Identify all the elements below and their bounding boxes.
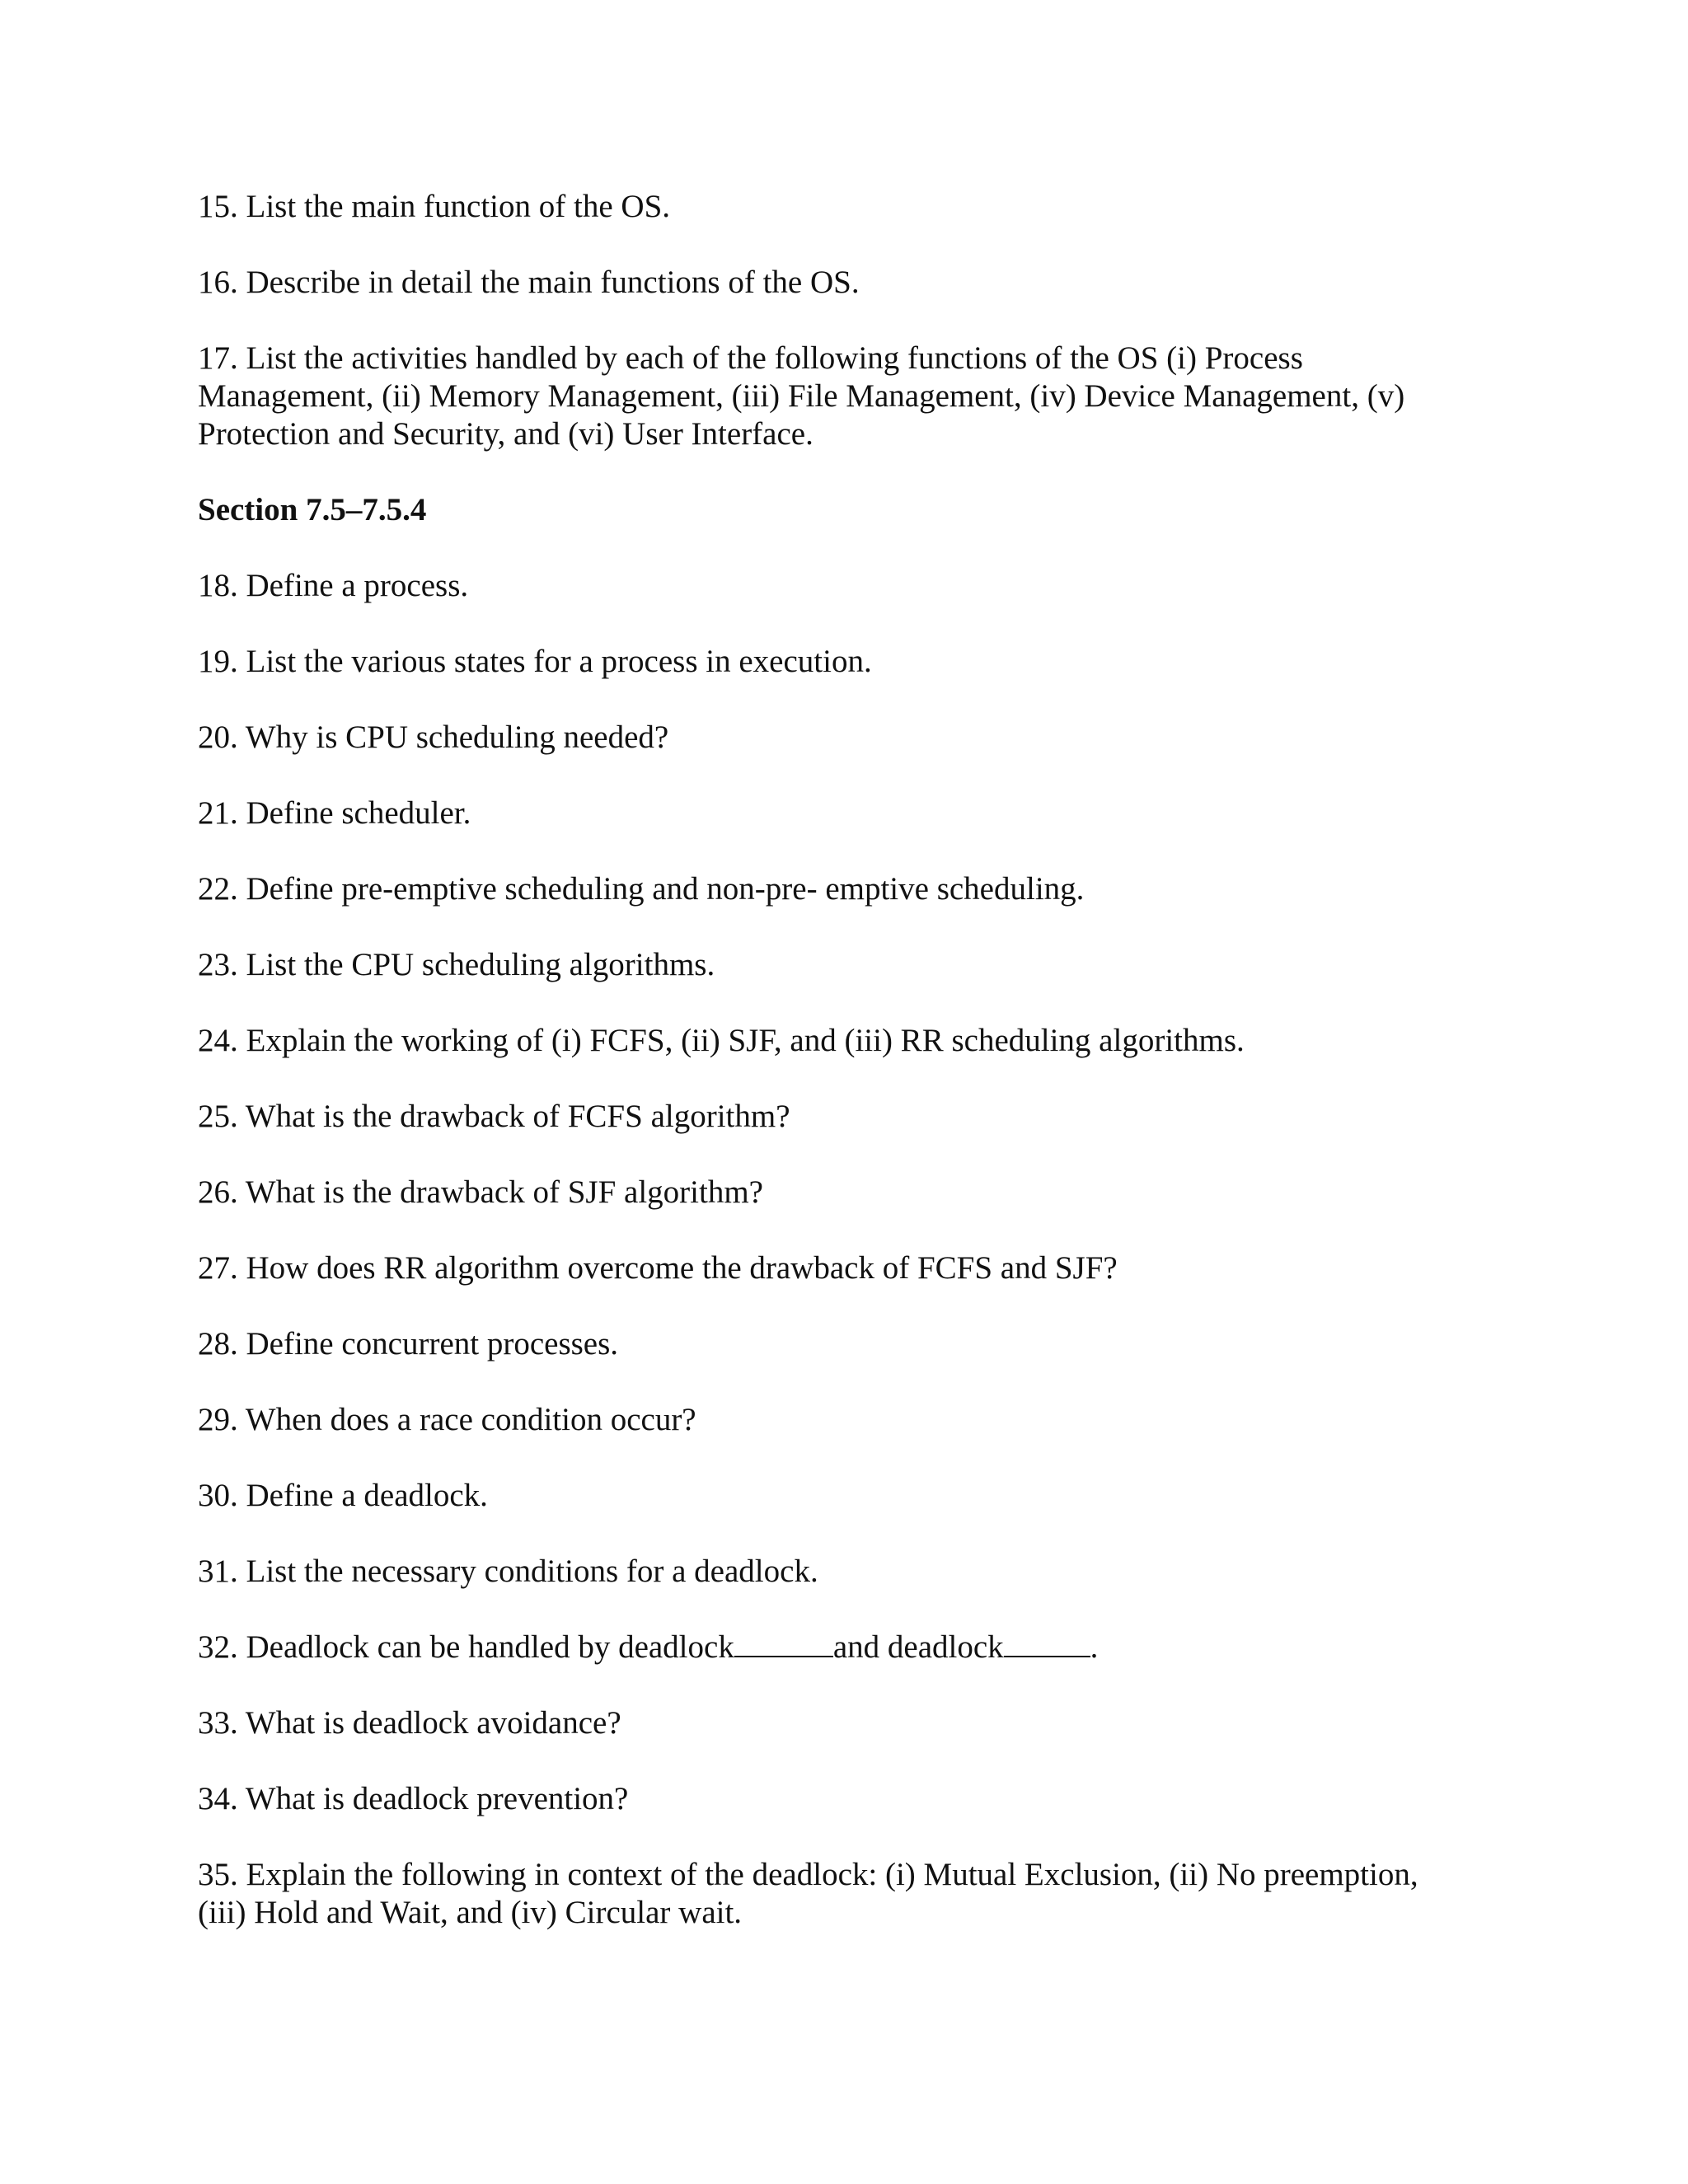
question-number: 25. [198,1099,238,1134]
question-34 [198,1780,1484,1818]
question-text: Define a deadlock. [246,1478,488,1513]
question-20 [198,719,1484,757]
question-text: List the CPU scheduling algorithms. [246,947,715,982]
fill-in-blank [1004,1631,1090,1657]
question-31 [198,1553,1484,1591]
question-35-line-1: 35. Explain the following in context of the deadlock: (i) Mutual Exclusion, (ii) No preemption, [198,1857,1418,1892]
question-number: 23. [198,947,238,982]
question-number: 24. [198,1023,238,1058]
question-number: 30. [198,1478,238,1513]
question-text: Define scheduler. [246,795,471,831]
question-text: Define pre-emptive scheduling and non-pre- emptive scheduling. [246,871,1085,907]
question-30 [198,1477,1484,1515]
question-17-line-2: Management, (ii) Memory Management, (iii) File Management, (iv) Device Management, (v) [198,378,1405,414]
question-number: 18. [198,568,238,603]
question-35-line-2: (iii) Hold and Wait, and (iv) Circular wait. [198,1895,743,1930]
question-text: Why is CPU scheduling needed? [245,719,669,755]
question-number: 22. [198,871,238,907]
question-25 [198,1098,1484,1136]
question-32 [198,1629,1484,1666]
question-27 [198,1249,1484,1287]
question-text: What is the drawback of SJF algorithm? [245,1174,763,1210]
question-number: 15. [198,189,238,224]
question-text: What is deadlock prevention? [245,1781,629,1816]
question-number: 33. [198,1705,238,1741]
question-text: List the various states for a process in execution. [246,644,872,679]
question-17 [198,340,1484,453]
question-26 [198,1174,1484,1212]
question-text: When does a race condition occur? [245,1402,696,1437]
question-text: List the necessary conditions for a deadlock. [246,1554,818,1589]
question-32-part-1: 32. Deadlock can be handled by deadlock [198,1629,734,1665]
question-number: 27. [198,1250,238,1286]
question-number: 29. [198,1402,238,1437]
question-32-part-3: . [1090,1629,1099,1665]
question-text: What is deadlock avoidance? [245,1705,621,1741]
question-number: 21. [198,795,238,831]
question-text: Define a process. [246,568,469,603]
question-16 [198,264,1484,302]
question-15 [198,188,1484,226]
question-list [198,188,1484,1970]
question-32-part-2: and deadlock [832,1629,1004,1665]
question-text: How does RR algorithm overcome the drawback of FCFS and SJF? [246,1250,1118,1286]
question-number: 19. [198,644,238,679]
question-21 [198,794,1484,832]
question-28 [198,1325,1484,1363]
question-22 [198,870,1484,908]
question-18 [198,567,1484,605]
question-number: 34. [198,1781,238,1816]
question-text: What is the drawback of FCFS algorithm? [245,1099,790,1134]
section-heading: Section 7.5–7.5.4 [198,492,427,527]
question-text: Describe in detail the main functions of the OS. [246,265,860,300]
question-19 [198,643,1484,681]
question-33 [198,1704,1484,1742]
question-17-line-3: Protection and Security, and (vi) User Interface. [198,416,814,452]
question-number: 26. [198,1174,238,1210]
question-number: 20. [198,719,238,755]
fill-in-blank [734,1631,833,1657]
question-29 [198,1401,1484,1439]
question-number: 16. [198,265,238,300]
question-number: 31. [198,1554,238,1589]
question-text: Define concurrent processes. [246,1326,619,1361]
question-24 [198,1022,1484,1060]
question-23 [198,946,1484,984]
question-text: List the main function of the OS. [246,189,671,224]
question-number: 28. [198,1326,238,1361]
question-text: Explain the working of (i) FCFS, (ii) SJF, and (iii) RR scheduling algorithms. [246,1023,1245,1058]
question-17-line-1: 17. List the activities handled by each of the following functions of the OS (i) Process [198,340,1303,376]
question-35 [198,1856,1484,1932]
